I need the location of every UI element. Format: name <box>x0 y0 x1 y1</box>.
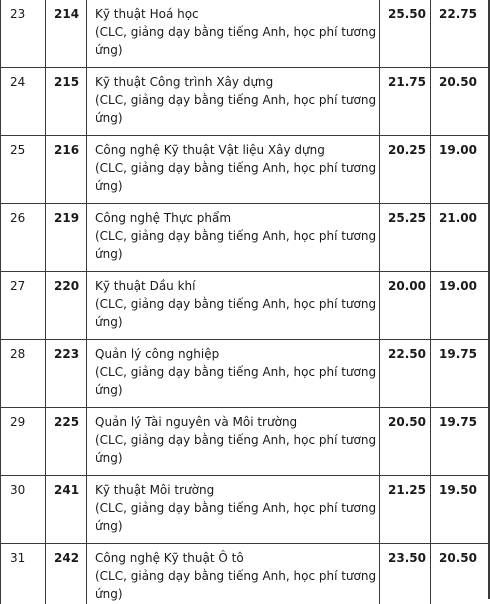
major-name: Công nghệ Kỹ thuật Vật liệu Xây dựng <box>95 143 325 157</box>
score-1: 25.50 <box>380 0 431 67</box>
table-row <box>1 204 490 272</box>
major-note-line1: (CLC, giảng dạy bằng tiếng Anh, học phí tương <box>95 433 377 447</box>
major-name: Công nghệ Thực phẩm <box>95 211 232 225</box>
row-number: 29 <box>1 408 46 475</box>
major-note-line2: ứng) <box>95 43 123 57</box>
major-note-line1: (CLC, giảng dạy bằng tiếng Anh, học phí tương <box>95 569 377 583</box>
row-number: 26 <box>1 204 46 271</box>
major-name-cell <box>87 136 380 203</box>
major-note-line1: (CLC, giảng dạy bằng tiếng Anh, học phí tương <box>95 229 377 243</box>
row-number: 23 <box>1 0 46 67</box>
score-2: 20.50 <box>439 551 477 565</box>
table-row <box>1 272 490 340</box>
major-code: 242 <box>46 544 87 604</box>
score-2: 21.00 <box>439 211 477 225</box>
major-note-line2: ứng) <box>95 111 123 125</box>
table-row <box>1 544 490 604</box>
table-row <box>1 340 490 408</box>
major-code: 219 <box>46 204 87 271</box>
major-note-line1: (CLC, giảng dạy bằng tiếng Anh, học phí tương <box>95 501 377 515</box>
major-code: 215 <box>46 68 87 135</box>
major-note-line1: (CLC, giảng dạy bằng tiếng Anh, học phí tương <box>95 25 377 39</box>
major-code: 220 <box>46 272 87 339</box>
score-2: 19.75 <box>439 415 477 429</box>
major-code: 214 <box>46 0 87 67</box>
score-1: 20.50 <box>380 408 431 475</box>
major-name-cell <box>87 340 380 407</box>
major-name: Kỹ thuật Dầu khí <box>95 279 196 293</box>
major-note-line1: (CLC, giảng dạy bằng tiếng Anh, học phí tương <box>95 161 377 175</box>
major-name: Kỹ thuật Môi trường <box>95 483 215 497</box>
major-name-cell <box>87 272 380 339</box>
major-name-cell <box>87 476 380 543</box>
row-number: 27 <box>1 272 46 339</box>
score-1: 25.25 <box>380 204 431 271</box>
major-note-line2: ứng) <box>95 587 123 601</box>
major-name-cell <box>87 68 380 135</box>
major-note-line2: ứng) <box>95 519 123 533</box>
major-name-cell <box>87 0 380 67</box>
score-2: 22.75 <box>439 7 477 21</box>
score-2: 19.00 <box>439 143 477 157</box>
major-note-line2: ứng) <box>95 179 123 193</box>
major-note-line1: (CLC, giảng dạy bằng tiếng Anh, học phí tương <box>95 93 377 107</box>
row-number: 28 <box>1 340 46 407</box>
score-2: 19.00 <box>439 279 477 293</box>
major-code: 225 <box>46 408 87 475</box>
table-row <box>1 68 490 136</box>
score-2: 20.50 <box>439 75 477 89</box>
major-note-line2: ứng) <box>95 315 123 329</box>
major-note-line2: ứng) <box>95 451 123 465</box>
table-row <box>1 476 490 544</box>
row-number: 25 <box>1 136 46 203</box>
score-1: 21.25 <box>380 476 431 543</box>
major-name: Công nghệ Kỹ thuật Ô tô <box>95 551 244 565</box>
major-name: Kỹ thuật Công trình Xây dựng <box>95 75 274 89</box>
score-1: 22.50 <box>380 340 431 407</box>
score-1: 21.75 <box>380 68 431 135</box>
table-row <box>1 408 490 476</box>
table-row <box>1 0 490 68</box>
major-name-cell <box>87 408 380 475</box>
major-name-cell <box>87 204 380 271</box>
major-name: Quản lý công nghiệp <box>95 347 220 361</box>
score-1: 23.50 <box>380 544 431 604</box>
major-name: Kỹ thuật Hoá học <box>95 7 199 21</box>
score-2: 19.50 <box>439 483 477 497</box>
major-note-line2: ứng) <box>95 383 123 397</box>
row-number: 30 <box>1 476 46 543</box>
major-name-cell <box>87 544 380 604</box>
table-row <box>1 136 490 204</box>
score-1: 20.25 <box>380 136 431 203</box>
major-note-line1: (CLC, giảng dạy bằng tiếng Anh, học phí tương <box>95 297 377 311</box>
row-number: 24 <box>1 68 46 135</box>
score-1: 20.00 <box>380 272 431 339</box>
major-note-line2: ứng) <box>95 247 123 261</box>
major-name: Quản lý Tài nguyên và Môi trường <box>95 415 298 429</box>
major-code: 223 <box>46 340 87 407</box>
score-2: 19.75 <box>439 347 477 361</box>
row-number: 31 <box>1 544 46 604</box>
major-note-line1: (CLC, giảng dạy bằng tiếng Anh, học phí tương <box>95 365 377 379</box>
major-code: 216 <box>46 136 87 203</box>
major-code: 241 <box>46 476 87 543</box>
